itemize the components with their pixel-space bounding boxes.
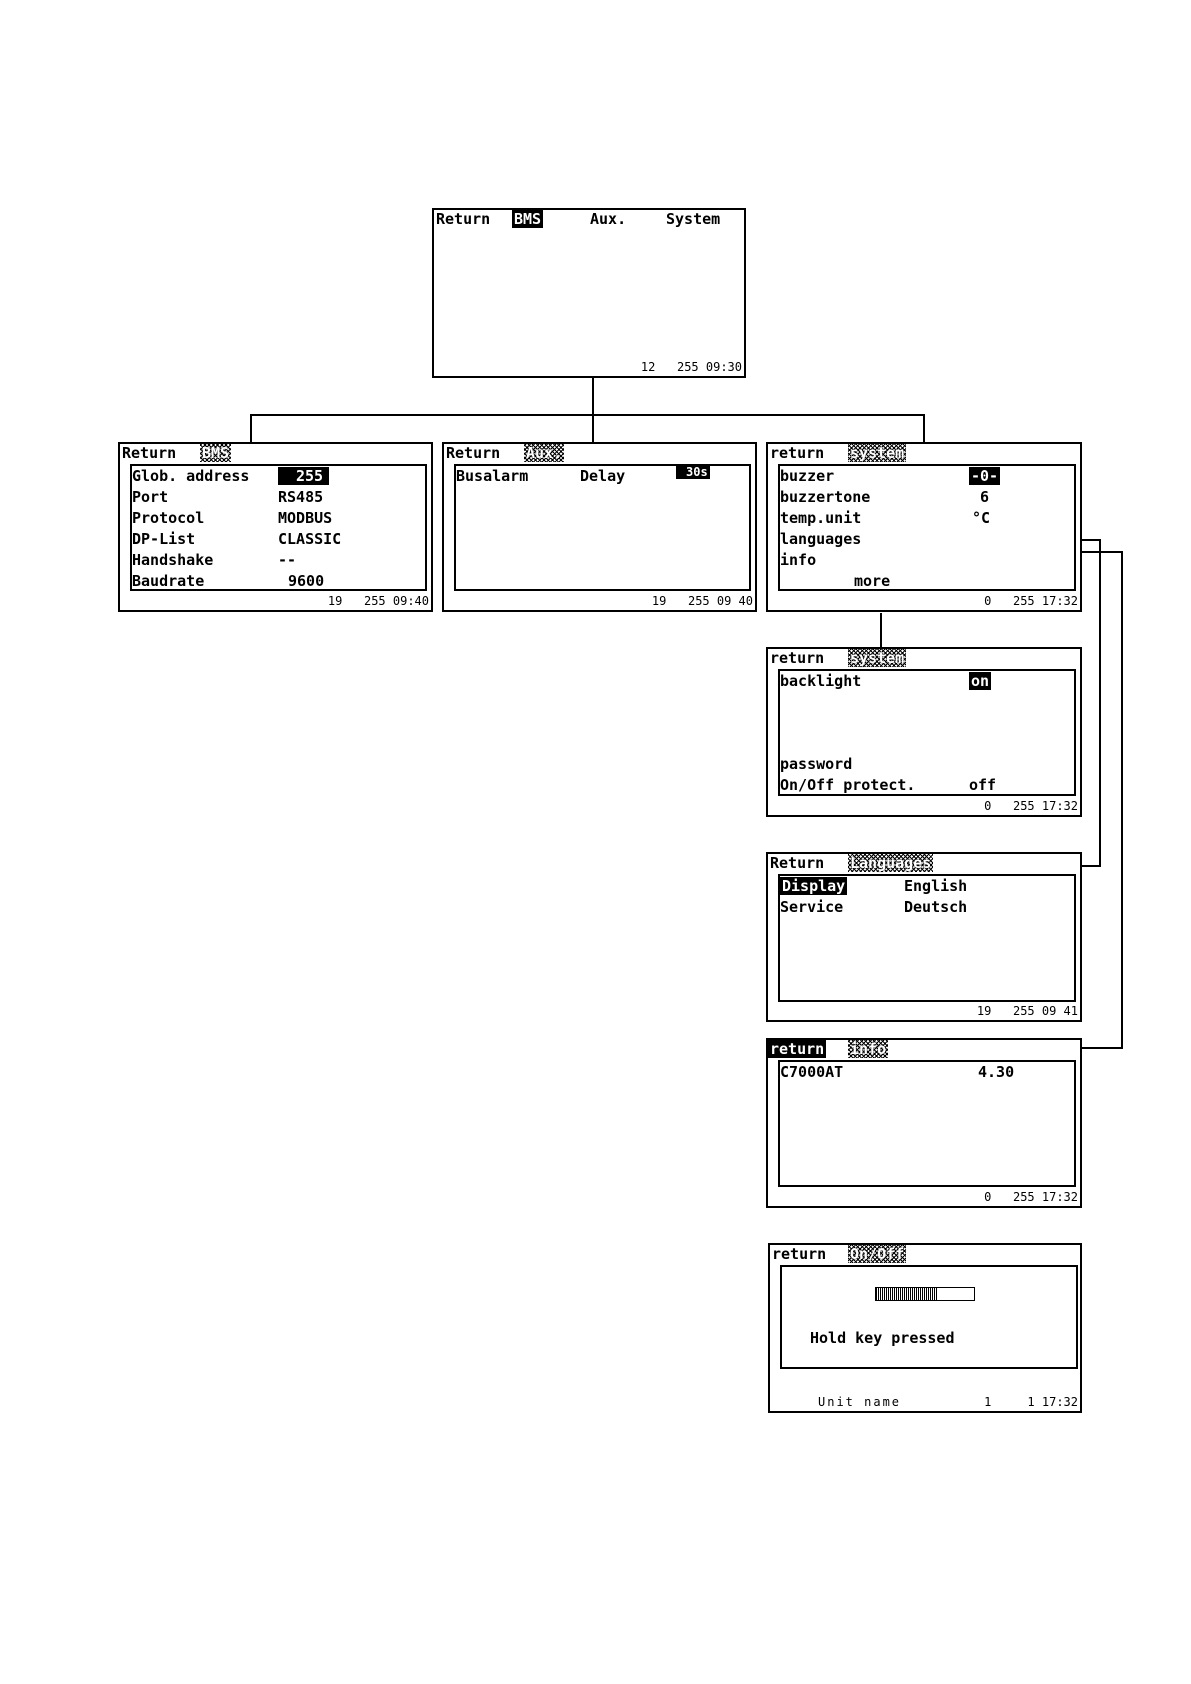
return-menu-item[interactable]: Return [446,444,501,462]
return-menu-item[interactable]: Return [122,444,177,462]
aux-screen [442,442,757,612]
connector-languages-v [1099,539,1101,867]
onoff-panel [780,1265,1078,1369]
buzzer-value[interactable]: -0- [971,467,999,485]
system-settings-panel [778,464,1076,591]
handshake-value[interactable]: -- [278,551,297,569]
bms-menu-item[interactable]: BMS [514,210,542,228]
delay-label: Delay [580,467,626,485]
status-footer: 1 1 17:32 [984,1395,1078,1409]
return-menu-item[interactable]: return [770,649,825,667]
languages-tab: Languages [850,854,932,872]
onoff-screen [768,1243,1082,1413]
connector-to-system [923,414,925,443]
delay-value[interactable]: 30s [676,466,710,479]
connector-horizontal [250,414,924,416]
hold-progress-bar [875,1287,975,1301]
return-menu-item[interactable]: return [772,1245,827,1263]
backlight-value[interactable]: on [971,672,990,690]
hold-key-message: Hold key pressed [810,1329,955,1347]
temp-unit-value[interactable]: °C [972,509,991,527]
more-menu-item[interactable]: more [854,572,891,590]
model-name: C7000AT [780,1063,844,1081]
bms-settings-panel [130,464,427,591]
system-tab: system [850,444,905,462]
system-page2-screen [766,647,1082,817]
connector-info-h2 [1082,1047,1122,1049]
info-tab: info [850,1040,887,1058]
languages-menu-item[interactable]: languages [780,530,862,548]
connector-info-h1 [1082,551,1122,553]
onoff-protect-value[interactable]: off [969,776,997,794]
onoff-tab: On/Off [850,1245,905,1263]
connector-to-bms [250,414,252,443]
system-screen [766,442,1082,612]
display-language-label[interactable]: Display [782,877,846,895]
glob-address-label: Glob. address [132,467,250,485]
buzzertone-label: buzzertone [780,488,871,506]
busalarm-label: Busalarm [456,467,529,485]
temp-unit-label: temp.unit [780,509,862,527]
languages-panel [778,874,1076,1002]
info-panel [778,1060,1076,1187]
bms-screen [118,442,433,612]
connector-system-to-system2 [880,613,882,648]
aux-menu-item[interactable]: Aux. [590,210,627,228]
status-footer: 0 255 17:32 [984,1190,1078,1204]
display-language-value[interactable]: English [904,877,968,895]
password-menu-item[interactable]: password [780,755,853,773]
system-menu-item[interactable]: System [666,210,721,228]
baudrate-value[interactable]: 9600 [288,572,325,590]
service-language-value[interactable]: Deutsch [904,898,968,916]
aux-tab: Aux. [526,444,563,462]
aux-settings-panel [454,464,751,591]
status-footer: 19 255 09:40 [327,594,429,608]
bms-tab: BMS [202,444,230,462]
connector-main-down [592,377,594,415]
protocol-value[interactable]: MODBUS [278,509,333,527]
firmware-version: 4.30 [978,1063,1015,1081]
main-menu-screen [432,208,746,378]
hold-progress-fill [876,1288,937,1300]
port-label: Port [132,488,169,506]
languages-screen [766,852,1082,1022]
baudrate-label: Baudrate [132,572,205,590]
port-value[interactable]: RS485 [278,488,324,506]
buzzertone-value[interactable]: 6 [980,488,990,506]
status-footer: 19 255 09 41 [976,1004,1078,1018]
connector-languages-h2 [1082,865,1100,867]
connector-info-v [1121,551,1123,1049]
status-footer: 0 255 17:32 [984,799,1078,813]
status-footer: 19 255 09 40 [651,594,753,608]
protocol-label: Protocol [132,509,205,527]
dp-list-value[interactable]: CLASSIC [278,530,342,548]
return-menu-item[interactable]: return [770,1040,825,1058]
service-language-label[interactable]: Service [780,898,844,916]
status-footer: 12 255 09:30 [640,360,742,374]
dp-list-label: DP-List [132,530,196,548]
info-screen [766,1038,1082,1208]
glob-address-value[interactable]: 255 [278,467,329,485]
backlight-label: backlight [780,672,862,690]
system2-settings-panel [778,669,1076,796]
system-tab: system [850,649,905,667]
info-menu-item[interactable]: info [780,551,817,569]
handshake-label: Handshake [132,551,214,569]
return-menu-item[interactable]: return [770,444,825,462]
status-footer: 0 255 17:32 [984,594,1078,608]
connector-to-aux [592,414,594,443]
onoff-protect-label: On/Off protect. [780,776,916,794]
connector-languages-h1 [1082,539,1100,541]
return-menu-item[interactable]: Return [436,210,491,228]
buzzer-label: buzzer [780,467,835,485]
unit-name: Unit name [818,1395,902,1409]
return-menu-item[interactable]: Return [770,854,825,872]
